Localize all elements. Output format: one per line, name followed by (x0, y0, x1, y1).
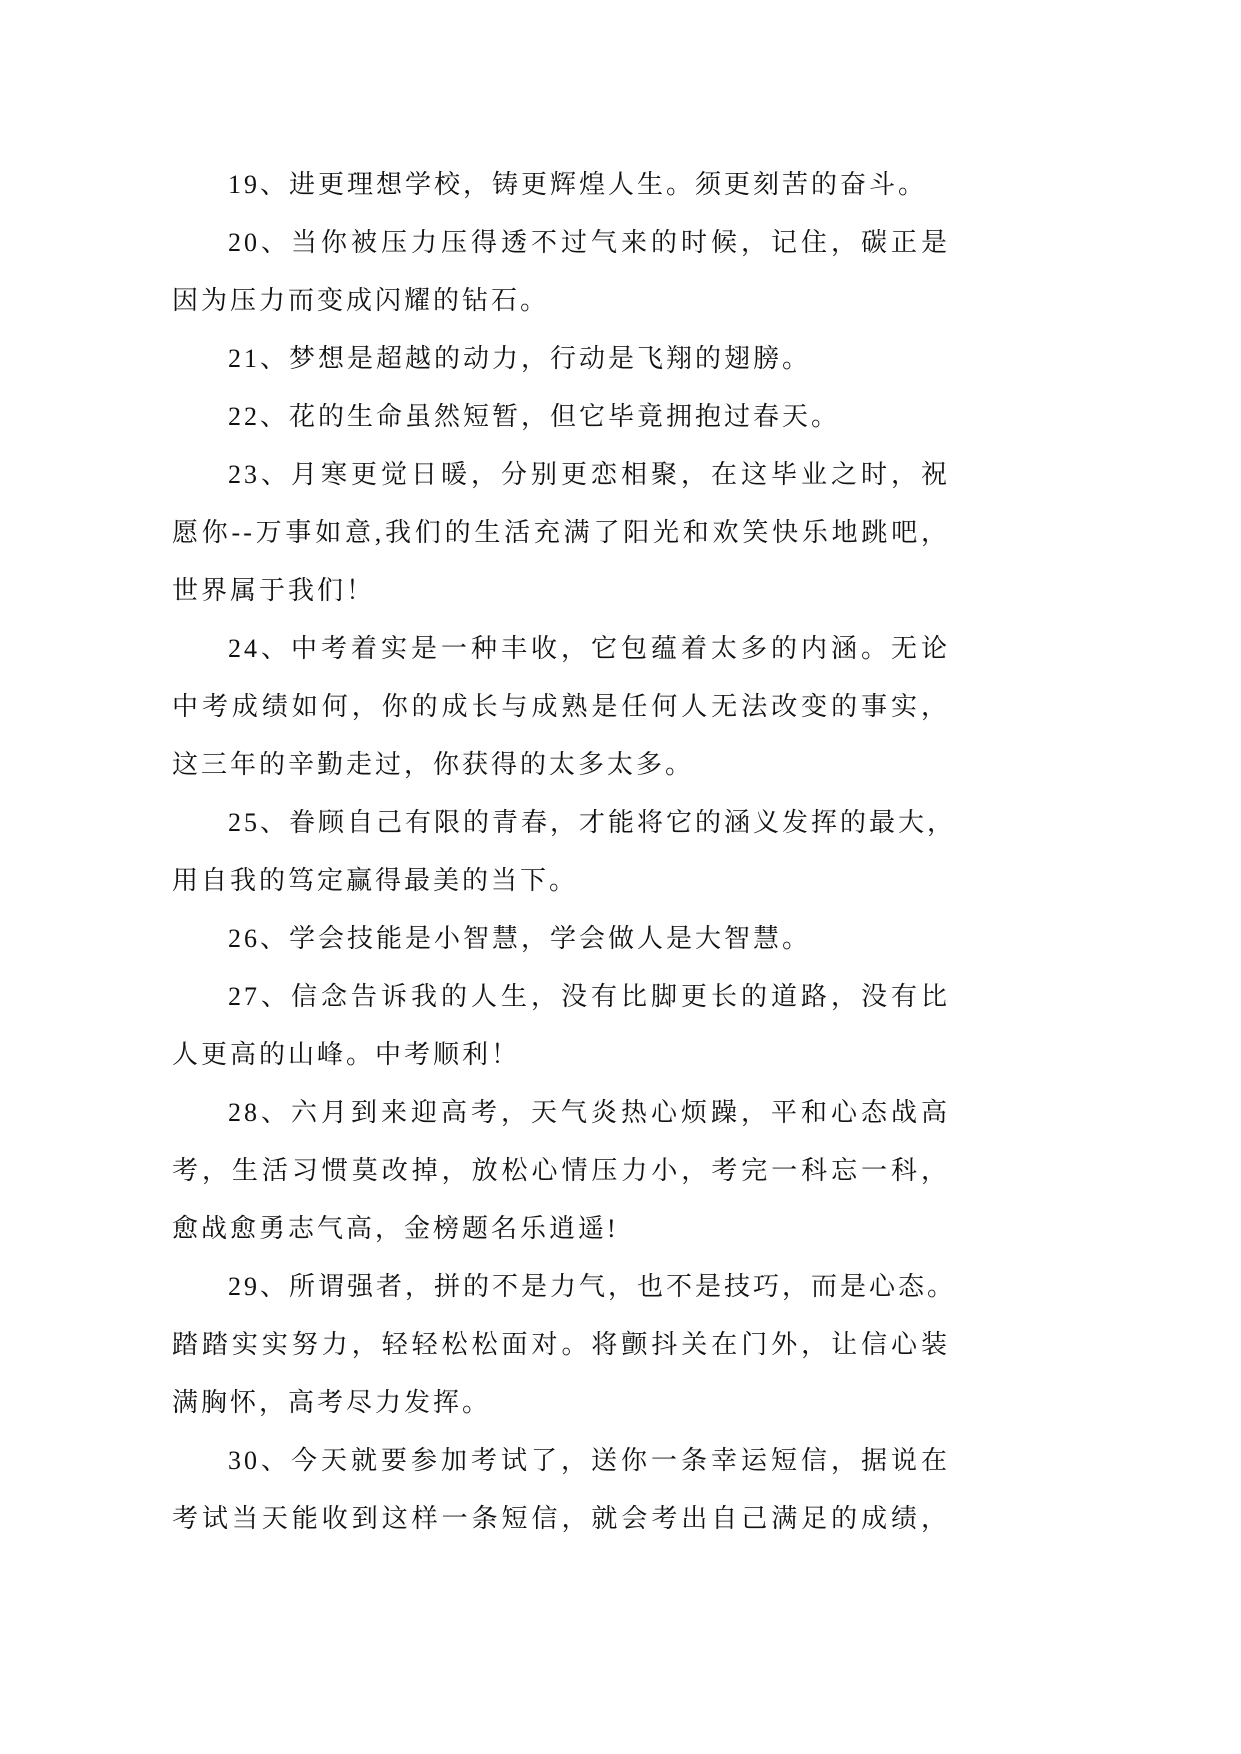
paragraph-21 (172, 330, 950, 388)
paragraph-29-line-2: 踏踏实实努力，轻轻松松面对。将颤抖关在门外，让信心装 (172, 1330, 950, 1359)
paragraph-24-line-3: 这三年的辛勤走过，你获得的太多太多。 (172, 750, 695, 779)
paragraph-23 (172, 446, 950, 620)
paragraph-28 (172, 1084, 950, 1258)
paragraph-25-line-2: 用自我的笃定赢得最美的当下。 (172, 866, 579, 895)
paragraph-28-line-1: 28、六月到来迎高考，天气炎热心烦躁，平和心态战高 (228, 1098, 950, 1127)
paragraph-27-line-1: 27、信念告诉我的人生，没有比脚更长的道路，没有比 (228, 982, 950, 1011)
paragraph-25 (172, 794, 957, 910)
paragraph-20-line-1: 20、当你被压力压得透不过气来的时候，记住，碳正是 (228, 228, 950, 257)
paragraph-27 (172, 968, 950, 1084)
paragraph-24-line-2: 中考成绩如何，你的成长与成熟是任何人无法改变的事实， (172, 692, 950, 721)
paragraph-23-line-2: 愿你--万事如意,我们的生活充满了阳光和欢笑快乐地跳吧， (172, 518, 950, 547)
paragraph-20-line-2: 因为压力而变成闪耀的钻石。 (172, 286, 550, 315)
paragraph-29-line-1: 29、所谓强者，拼的不是力气，也不是技巧，而是心态。 (228, 1272, 957, 1301)
paragraph-24 (172, 620, 950, 794)
paragraph-30 (172, 1432, 950, 1548)
paragraph-20 (172, 214, 950, 330)
paragraph-23-line-3: 世界属于我们！ (172, 576, 376, 605)
paragraph-26-line-1: 26、学会技能是小智慧，学会做人是大智慧。 (228, 924, 812, 953)
paragraph-25-line-1: 25、眷顾自己有限的青春，才能将它的涵义发挥的最大， (228, 808, 957, 837)
paragraph-22 (172, 388, 950, 446)
paragraph-29 (172, 1258, 957, 1432)
paragraph-19 (172, 156, 950, 214)
paragraph-26 (172, 910, 950, 968)
paragraph-27-line-2: 人更高的山峰。中考顺利！ (172, 1040, 521, 1069)
paragraph-30-line-1: 30、今天就要参加考试了，送你一条幸运短信，据说在 (228, 1446, 950, 1475)
paragraph-24-line-1: 24、中考着实是一种丰收，它包蕴着太多的内涵。无论 (228, 634, 950, 663)
paragraph-21-line-1: 21、梦想是超越的动力，行动是飞翔的翅膀。 (228, 344, 812, 373)
paragraph-22-line-1: 22、花的生命虽然短暂，但它毕竟拥抱过春天。 (228, 402, 841, 431)
paragraph-19-line-1: 19、进更理想学校，铸更辉煌人生。须更刻苦的奋斗。 (228, 170, 928, 199)
paragraph-28-line-3: 愈战愈勇志气高，金榜题名乐逍遥! (172, 1214, 619, 1243)
paragraph-29-line-3: 满胸怀，高考尽力发挥。 (172, 1388, 492, 1417)
document-body (172, 156, 957, 1548)
paragraph-28-line-2: 考，生活习惯莫改掉，放松心情压力小，考完一科忘一科， (172, 1156, 950, 1185)
paragraph-23-line-1: 23、月寒更觉日暖，分别更恋相聚，在这毕业之时，祝 (228, 460, 950, 489)
paragraph-30-line-2: 考试当天能收到这样一条短信，就会考出自己满足的成绩， (172, 1504, 950, 1533)
